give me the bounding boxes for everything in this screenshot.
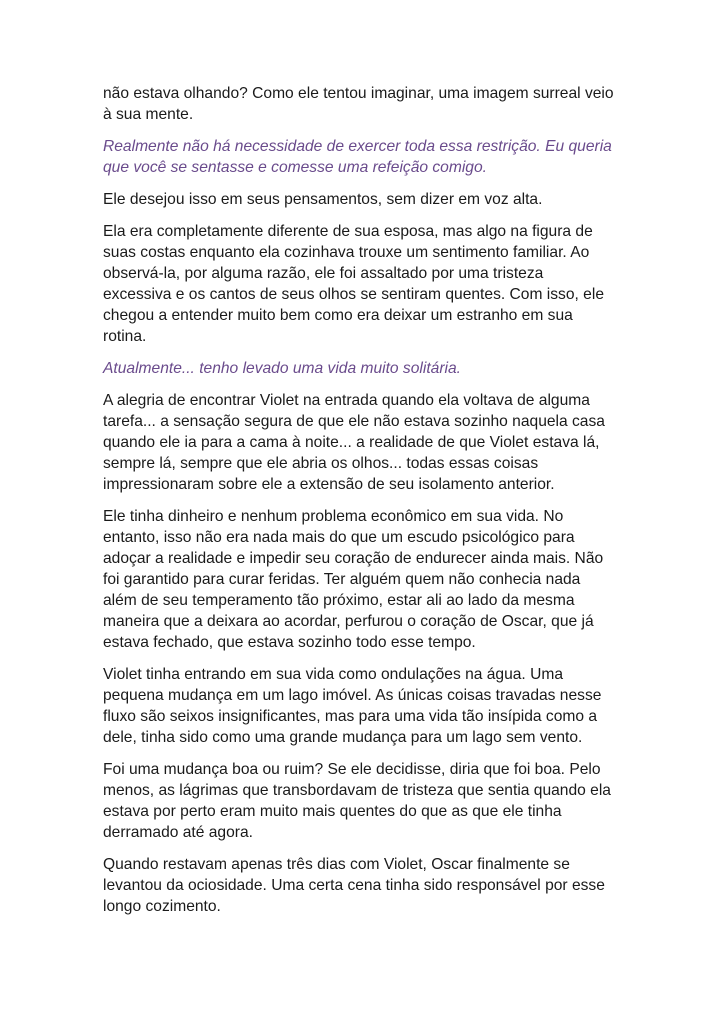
paragraph-9: Foi uma mudança boa ou ruim? Se ele decidisse, diria que foi boa. Pelo menos, as lágrimas que transbordavam de tristeza que sentia quando ela estava por perto eram muito mais quentes do que as que ele tinha derramado até agora. [103,761,611,841]
paragraph-1: não estava olhando? Como ele tentou imaginar, uma imagem surreal veio à sua mente. [103,85,614,123]
paragraph-10: Quando restavam apenas três dias com Violet, Oscar finalmente se levantou da ociosidade. Uma certa cena tinha sido responsável por esse longo cozimento. [103,856,605,915]
paragraph-5-inner-thought: Atualmente... tenho levado uma vida muito solitária. [103,360,461,377]
paragraph-8: Violet tinha entrando em sua vida como ondulações na água. Uma pequena mudança em um lago imóvel. As únicas coisas travadas nesse fluxo são seixos insignificantes, mas para uma vida tão insípida como a dele, tinha sido como uma grande mudança para um lago sem vento. [103,666,602,746]
document-page [103,83,615,928]
paragraph-7: Ele tinha dinheiro e nenhum problema econômico em sua vida. No entanto, isso não era nada mais do que um escudo psicológico para adoçar a realidade e impedir seu coração de endurecer ainda mais. Não foi garantido para curar feridas. Ter alguém quem não conhecia nada além de seu temperamento tão próximo, estar ali ao lado da mesma maneira que a deixara ao acordar, perfurou o coração de Oscar, que já estava fechado, que estava sozinho todo esse tempo. [103,508,604,651]
paragraph-3: Ele desejou isso em seus pensamentos, sem dizer em voz alta. [103,191,543,208]
paragraph-6: A alegria de encontrar Violet na entrada quando ela voltava de alguma tarefa... a sensação segura de que ele não estava sozinho naquela casa quando ele ia para a cama à noite... a realidade de que Violet estava lá, sempre lá, sempre que ele abria os olhos... todas essas coisas impressionaram sobre ele a extensão de seu isolamento anterior. [103,392,605,493]
paragraph-2-inner-thought: Realmente não há necessidade de exercer toda essa restrição. Eu queria que você se sentasse e comesse uma refeição comigo. [103,138,612,176]
paragraph-4: Ela era completamente diferente de sua esposa, mas algo na figura de suas costas enquanto ela cozinhava trouxe um sentimento familiar. Ao observá-la, por alguma razão, ele foi assaltado por uma tristeza excessiva e os cantos de seus olhos se sentiram quentes. Com isso, ele chegou a entender muito bem como era deixar um estranho em sua rotina. [103,223,604,345]
